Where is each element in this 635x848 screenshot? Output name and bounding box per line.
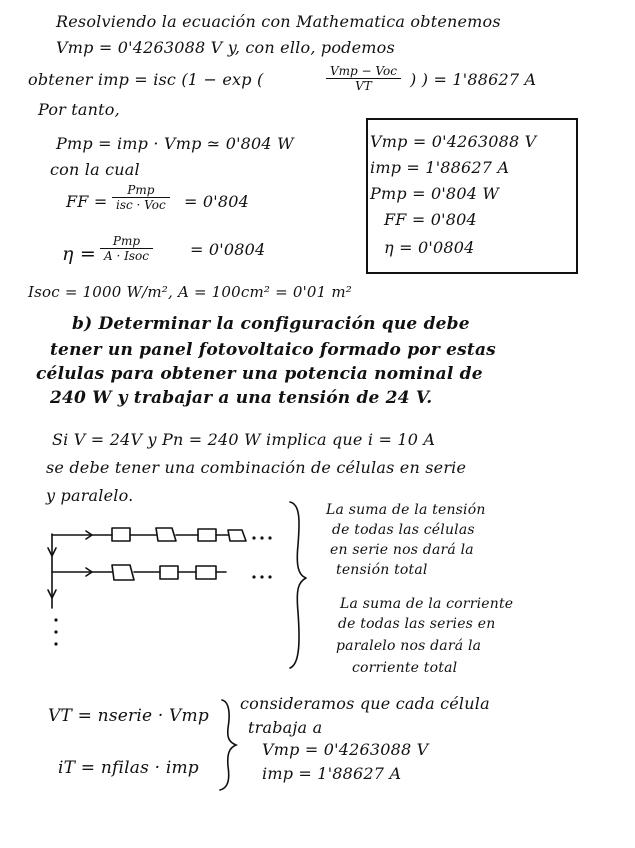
text-line: Resolviendo la ecuación con Mathematica obtenemos [56,12,501,31]
ff-value: = 0'804 [184,192,250,211]
text-line: Vmp = 0'4263088 V y, con ello, podemos [56,38,395,57]
consider-line: consideramos que cada célula [240,694,490,713]
result-ff: FF = 0'804 [384,210,477,229]
eta-value: = 0'0804 [190,240,266,259]
vt-formula: VT = nserie · Vmp [48,706,209,726]
fraction-denominator: isc · Voc [112,197,170,212]
consider-line: trabaja a [248,718,323,737]
eta-label: η = [62,243,96,265]
heading-b-line: 240 W y trabajar a una tensión de 24 V. [50,388,433,408]
heading-b-line: células para obtener una potencia nominal de [36,364,483,384]
parallel-note-line: La suma de la corriente [340,596,514,612]
fraction-numerator: Vmp − Voc [330,64,397,78]
text-line: y paralelo. [46,486,134,505]
series-note-line: de todas las células [332,522,475,538]
parallel-note-line: paralelo nos dará la [336,638,482,654]
text-line: ) ) = 1'88627 A [410,70,537,89]
series-note-line: tensión total [336,562,428,578]
series-note-line: La suma de la tensión [326,502,486,518]
parallel-note-line: corriente total [352,660,458,676]
fraction-numerator: Pmp [112,234,141,248]
text-line: Si V = 24V y Pn = 240 W implica que i = 10 A [52,430,436,449]
fraction-denominator: VT [326,78,401,93]
result-eta: η = 0'0804 [384,238,475,257]
result-pmp: Pmp = 0'804 W [370,184,500,203]
text-line: se debe tener una combinación de células en serie [46,458,467,477]
fraction-denominator: A · Isoc [100,248,153,263]
consider-vmp: Vmp = 0'4263088 V [262,740,429,759]
ff-label: FF = [66,192,108,211]
text-line: con la cual [50,160,140,179]
text-line: Por tanto, [38,100,120,119]
series-note-line: en serie nos dará la [330,542,474,558]
fraction-numerator: Pmp [127,183,155,197]
result-imp: imp = 1'88627 A [370,158,510,177]
heading-b-line: b) Determinar la configuración que debe [72,314,470,334]
heading-b-line: tener un panel fotovoltaico formado por estas [50,340,496,360]
result-vmp: Vmp = 0'4263088 V [370,132,537,151]
consider-imp: imp = 1'88627 A [262,764,402,783]
isoc-line: Isoc = 1000 W/m², A = 100cm² = 0'01 m² [28,283,353,301]
parallel-note-line: de todas las series en [338,616,496,632]
text-line: obtener imp = isc (1 − exp ( [28,70,264,89]
it-formula: iT = nfilas · imp [58,758,199,778]
pmp-line: Pmp = imp · Vmp ≃ 0'804 W [56,134,294,153]
